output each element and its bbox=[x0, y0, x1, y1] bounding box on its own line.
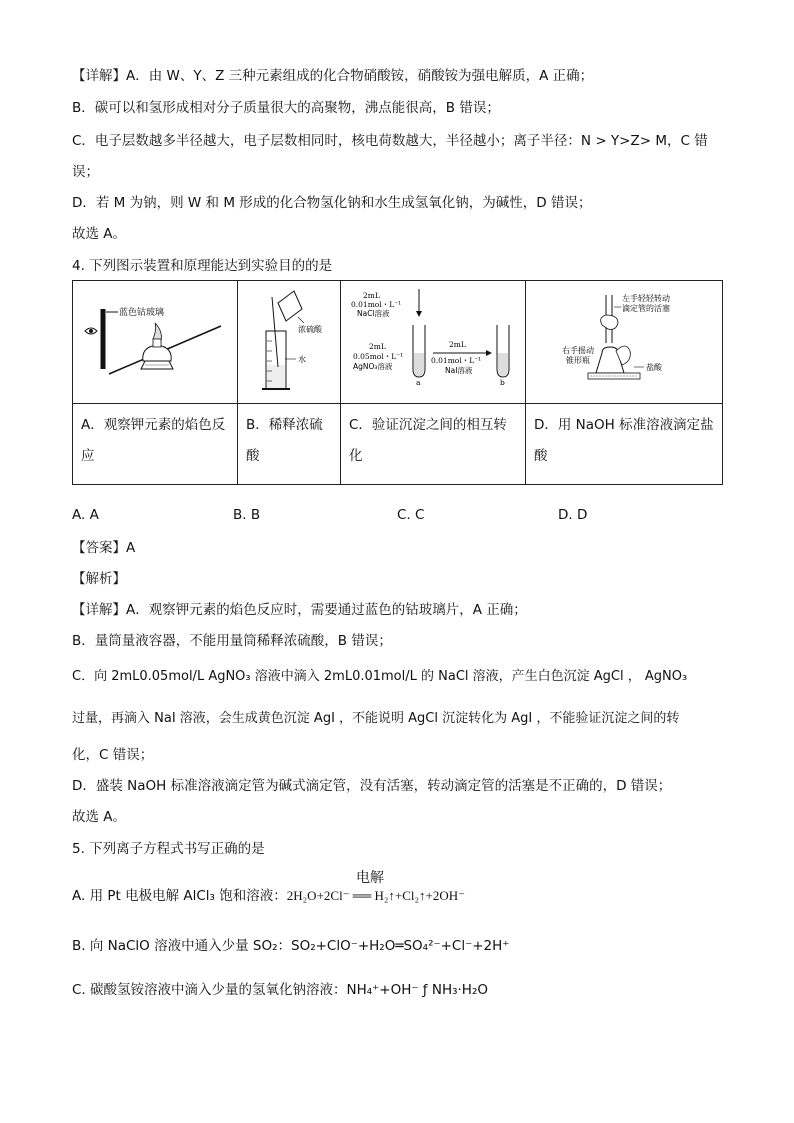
right-hand-label-1: 右手摇动 bbox=[562, 346, 594, 355]
tube-a-label: a bbox=[416, 378, 421, 387]
explanation-line: 【详解】A．观察钾元素的焰色反应时，需要通过蓝色的钴玻璃片，A 正确； bbox=[72, 602, 527, 618]
conclusion-line: 故选 A。 bbox=[72, 226, 127, 242]
explanation-line: B．量筒量液容器，不能用量筒稀释浓硫酸，B 错误； bbox=[72, 633, 392, 649]
figure-precipitate-conversion bbox=[341, 281, 526, 404]
conclusion-line: 故选 A。 bbox=[72, 809, 127, 825]
titration-apparatus bbox=[526, 281, 723, 399]
water-label: 水 bbox=[298, 355, 306, 364]
explanation-line: B．碳可以和氢形成相对分子质量很大的高聚物，沸点能很高，B 错误； bbox=[72, 100, 500, 116]
figure-dilute-acid bbox=[238, 281, 341, 404]
right-solution: NaI溶液 bbox=[445, 366, 473, 375]
cobalt-glass-label: 蓝色钴玻璃 bbox=[119, 308, 165, 318]
tube-b-label: b bbox=[500, 378, 505, 387]
figure-titration bbox=[526, 281, 723, 404]
option-5a-text: A. 用 Pt 电极电解 AlCl₃ 饱和溶液： bbox=[72, 888, 287, 904]
left-conc: 0.05mol・L⁻¹ bbox=[353, 352, 404, 361]
right-hand-label-2: 锥形瓶 bbox=[566, 356, 590, 365]
explanation-line: 过量，再滴入 NaI 溶液，会生成黄色沉淀 AgI ，不能说明 AgCl 沉淀转化为 AgI ，不能验证沉淀之间的转 bbox=[72, 711, 680, 726]
option-c-caption: C．验证沉淀之间的相互转化 bbox=[341, 404, 526, 485]
hydrochloric-acid-label: 盐酸 bbox=[646, 363, 662, 372]
conc-sulfuric-acid-label: 浓硫酸 bbox=[298, 325, 322, 334]
explanation-line: 【详解】A．由 W、Y、Z 三种元素组成的化合物硝酸铵，硝酸铵为强电解质，A 正确； bbox=[72, 68, 594, 84]
explanation-line: 误； bbox=[72, 164, 99, 180]
option-5a bbox=[72, 886, 732, 906]
top-solution: NaCl溶液 bbox=[357, 309, 390, 318]
option-5c: C. 碳酸氢铵溶液中滴入少量的氢氧化钠溶液：NH₄⁺+OH⁻ ƒ NH₃·H₂O bbox=[72, 982, 488, 998]
answer-options bbox=[72, 507, 722, 527]
top-conc: 0.01mol・L⁻¹ bbox=[351, 300, 402, 309]
option-b-caption: B．稀释浓硫酸 bbox=[238, 404, 341, 485]
question-4-stem: 4. 下列图示装置和原理能达到实验目的的是 bbox=[72, 258, 333, 274]
analysis-label: 【解析】 bbox=[72, 571, 126, 587]
answer-label: 【答案】A bbox=[72, 540, 136, 556]
option-5a-equation: 2H₂O+2Cl⁻ ══ H₂↑+Cl₂↑+2OH⁻ bbox=[286, 888, 466, 903]
electrolysis-condition: 电解 bbox=[356, 870, 384, 886]
right-volume: 2mL bbox=[449, 340, 466, 349]
right-conc: 0.01mol・L⁻¹ bbox=[431, 356, 482, 365]
left-hand-label-2: 滴定管的活塞 bbox=[622, 304, 670, 313]
explanation-line: C．向 2mL0.05mol/L AgNO₃ 溶液中滴入 2mL0.01mol/L 的 NaCl 溶液，产生白色沉淀 AgCl ， AgNO₃ bbox=[72, 669, 688, 684]
option-b: B. B bbox=[233, 507, 261, 523]
explanation-line: 化，C 错误； bbox=[72, 747, 154, 763]
question-4-table bbox=[72, 280, 723, 485]
option-5b: B. 向 NaClO 溶液中通入少量 SO₂：SO₂+ClO⁻+H₂O═SO₄²⁻+Cl⁻+2H⁺ bbox=[72, 938, 510, 954]
dilution-apparatus bbox=[238, 281, 341, 399]
flame-test-apparatus bbox=[73, 281, 238, 399]
top-volume: 2mL bbox=[363, 291, 380, 300]
option-a-caption: A．观察钾元素的焰色反应 bbox=[73, 404, 238, 485]
left-hand-label-1: 左手轻轻转动 bbox=[622, 294, 670, 303]
question-5-stem: 5. 下列离子方程式书写正确的是 bbox=[72, 841, 265, 857]
left-solution: AgNO₃溶液 bbox=[353, 362, 393, 371]
option-d-caption: D．用 NaOH 标准溶液滴定盐酸 bbox=[526, 404, 723, 485]
left-volume: 2mL bbox=[369, 342, 386, 351]
precipitate-apparatus bbox=[341, 281, 526, 399]
option-a: A. A bbox=[72, 507, 99, 523]
option-d: D. D bbox=[558, 507, 588, 523]
option-c: C. C bbox=[397, 507, 425, 523]
explanation-line: D．盛装 NaOH 标准溶液滴定管为碱式滴定管，没有活塞，转动滴定管的活塞是不正确的，D 错误； bbox=[72, 778, 672, 794]
explanation-line: C．电子层数越多半径越大，电子层数相同时，核电荷数越大，半径越小；离子半径：N > Y>Z> M，C 错 bbox=[72, 133, 708, 149]
figure-flame-test bbox=[73, 281, 238, 404]
explanation-line: D．若 M 为钠，则 W 和 M 形成的化合物氢化钠和水生成氢氧化钠，为碱性，D 错误； bbox=[72, 195, 592, 211]
